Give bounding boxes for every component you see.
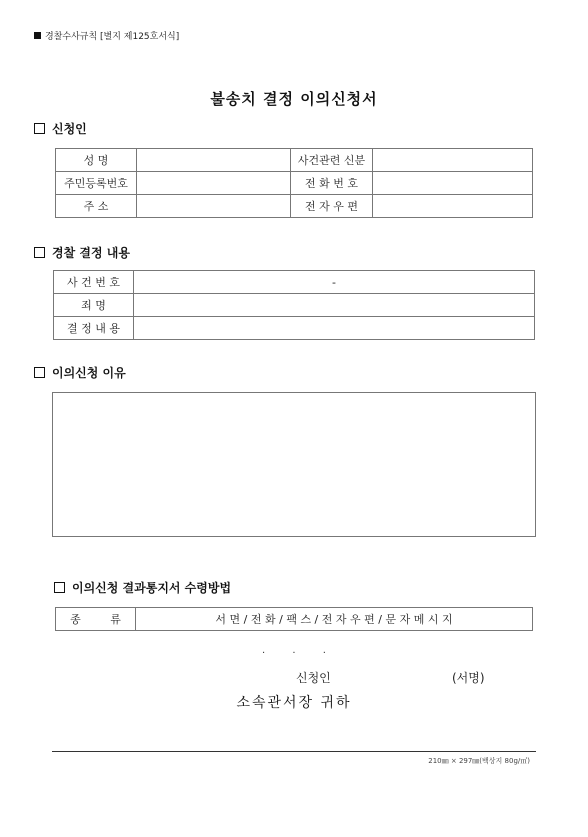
case-role-label: 사건관련 신분 [291,149,373,172]
case-number-label: 사 건 번 호 [54,271,134,294]
form-code [34,29,179,42]
name-label: 성 명 [56,149,137,172]
resident-number-field[interactable] [137,172,291,195]
case-role-field[interactable] [373,149,533,172]
paper-spec: 210㎜ × 297㎜(백상지 80g/㎡) [428,757,530,765]
notice-options[interactable]: 서 면 / 전 화 / 팩 스 / 전 자 우 편 / 문 자 메 시 지 [136,608,533,631]
address-label: 주 소 [56,195,137,218]
table-row [56,195,533,218]
table-row [54,294,535,317]
addressee: 소속관서장 귀하 [236,695,352,711]
checkbox-icon [54,582,65,593]
applicant-heading-text: 신청인 [52,122,87,136]
decision-content-label: 결 정 내 용 [54,317,134,340]
signature-field[interactable]: (서명) [452,671,485,685]
phone-field[interactable] [373,172,533,195]
applicant-section-heading [34,120,87,137]
decision-heading-text: 경찰 결정 내용 [52,246,130,260]
applicant-table [55,148,533,218]
table-row [56,149,533,172]
notice-type-label: 종 류 [56,608,136,631]
charge-field[interactable] [134,294,535,317]
table-row [54,317,535,340]
decision-section-heading [34,244,130,261]
square-bullet-icon [34,32,41,39]
checkbox-icon [34,123,45,134]
reason-heading-text: 이의신청 이유 [52,366,126,380]
notice-method-table [55,607,533,631]
date-field[interactable]: . . . [262,645,326,656]
reason-section-heading [34,364,126,381]
decision-table [53,270,535,340]
checkbox-icon [34,367,45,378]
notice-method-heading [54,579,231,596]
phone-label: 전 화 번 호 [291,172,373,195]
document-title: 불송치 결정 이의신청서 [210,90,378,108]
checkbox-icon [34,247,45,258]
email-label: 전 자 우 편 [291,195,373,218]
form-code-text: 경찰수사규칙 [별지 제125호서식] [45,32,180,42]
reason-textarea[interactable] [52,392,536,537]
table-row [56,608,533,631]
footer-divider [52,751,536,752]
notice-heading-text: 이의신청 결과통지서 수령방법 [72,581,232,595]
decision-content-field[interactable] [134,317,535,340]
table-row [56,172,533,195]
charge-label: 죄 명 [54,294,134,317]
table-row [54,271,535,294]
applicant-label: 신청인 [296,671,331,685]
address-field[interactable] [137,195,291,218]
name-field[interactable] [137,149,291,172]
case-number-field[interactable]: - [134,271,535,294]
resident-number-label: 주민등록번호 [56,172,137,195]
email-field[interactable] [373,195,533,218]
